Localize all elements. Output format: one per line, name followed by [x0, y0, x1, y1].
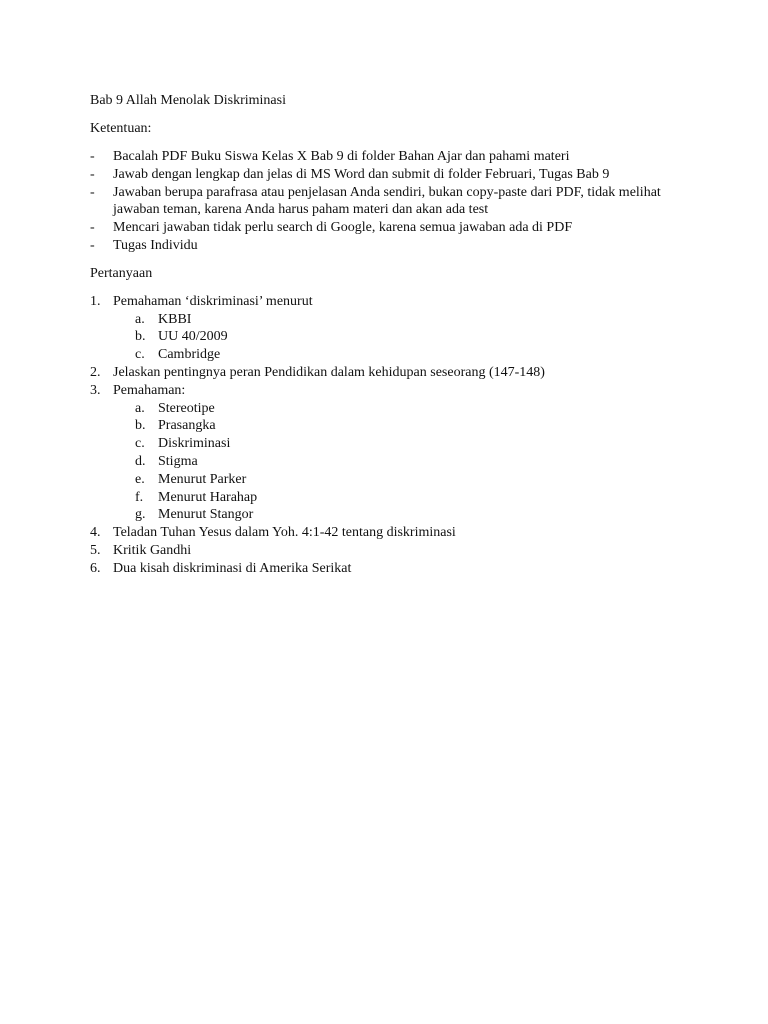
question-subitems — [90, 400, 690, 525]
subitem-letter: c. — [135, 436, 145, 452]
subitem-text: Menurut Harahap — [158, 489, 258, 505]
rules-list — [90, 148, 690, 255]
question-number: 4. — [90, 525, 101, 541]
subitem-text: UU 40/2009 — [158, 329, 228, 345]
question-number: 3. — [90, 382, 101, 398]
question-text: Dua kisah diskriminasi di Amerika Serikat — [113, 560, 352, 576]
questions-list — [90, 293, 690, 578]
question-number: 1. — [90, 293, 101, 309]
subitem-text: Stigma — [158, 453, 198, 469]
rules-item-text: Mencari jawaban tidak perlu search di Google, karena semua jawaban ada di PDF — [113, 220, 573, 236]
question-item — [90, 293, 690, 364]
subitem-letter: b. — [135, 418, 146, 434]
bullet-dash: - — [90, 149, 95, 164]
question-number: 6. — [90, 560, 101, 576]
rules-item — [90, 166, 690, 184]
bullet-dash: - — [90, 237, 95, 253]
subitem-letter: d. — [135, 453, 146, 469]
subitem-text: KBBI — [158, 311, 192, 327]
subitem-letter: f. — [135, 489, 144, 505]
subitem-letter: e. — [135, 471, 145, 487]
bullet-dash: - — [90, 184, 95, 200]
question-item — [90, 542, 690, 560]
question-subitem — [90, 311, 690, 329]
question-subitem — [90, 489, 690, 507]
rules-item-text: Tugas Individu — [113, 237, 198, 253]
subitem-letter: g. — [135, 507, 146, 523]
question-text: Kritik Gandhi — [113, 542, 192, 558]
rules-item — [90, 148, 690, 166]
rules-heading: Ketentuan: — [90, 121, 152, 136]
question-subitem — [90, 417, 690, 435]
question-text: Pemahaman ‘diskriminasi’ menurut — [113, 293, 313, 309]
question-number: 2. — [90, 364, 101, 380]
rules-item-text: Jawab dengan lengkap dan jelas di MS Word dan submit di folder Februari, Tugas Bab 9 — [113, 166, 610, 182]
question-subitem — [90, 453, 690, 471]
question-item — [90, 364, 690, 382]
rules-item — [90, 184, 690, 220]
subitem-text: Menurut Stangor — [158, 507, 254, 523]
subitem-text: Prasangka — [158, 418, 216, 434]
subitem-text: Cambridge — [158, 347, 221, 363]
question-item — [90, 382, 690, 524]
question-subitem — [90, 400, 690, 418]
bullet-dash: - — [90, 166, 95, 182]
subitem-text: Stereotipe — [158, 400, 215, 416]
question-text: Jelaskan pentingnya peran Pendidikan dalam kehidupan seseorang (147-148) — [113, 364, 545, 380]
document-title: Bab 9 Allah Menolak Diskriminasi — [90, 93, 286, 108]
question-text: Teladan Tuhan Yesus dalam Yoh. 4:1-42 tentang diskriminasi — [113, 525, 456, 541]
question-number: 5. — [90, 542, 101, 558]
subitem-letter: a. — [135, 400, 145, 416]
question-item — [90, 524, 690, 542]
question-subitem — [90, 346, 690, 364]
question-subitem — [90, 328, 690, 346]
bullet-dash: - — [90, 220, 95, 236]
rules-item — [90, 237, 690, 255]
question-subitem — [90, 506, 690, 524]
questions-heading: Pertanyaan — [90, 265, 153, 281]
document-page — [90, 92, 690, 578]
rules-item — [90, 219, 690, 237]
question-item — [90, 560, 690, 578]
question-subitem — [90, 435, 690, 453]
subitem-text: Diskriminasi — [158, 436, 231, 452]
subitem-text: Menurut Parker — [158, 471, 247, 487]
subitem-letter: b. — [135, 329, 146, 345]
rules-item-text: Bacalah PDF Buku Siswa Kelas X Bab 9 di folder Bahan Ajar dan pahami materi — [113, 149, 570, 164]
subitem-letter: c. — [135, 347, 145, 363]
question-text: Pemahaman: — [113, 382, 186, 398]
question-subitems — [90, 311, 690, 364]
rules-item-text: Jawaban berupa parafrasa atau penjelasan Anda sendiri, bukan copy-paste dari PDF, tidak melihat jawaban teman, karena Anda harus paham materi dan akan ada test — [113, 184, 661, 218]
question-subitem — [90, 471, 690, 489]
subitem-letter: a. — [135, 311, 145, 327]
